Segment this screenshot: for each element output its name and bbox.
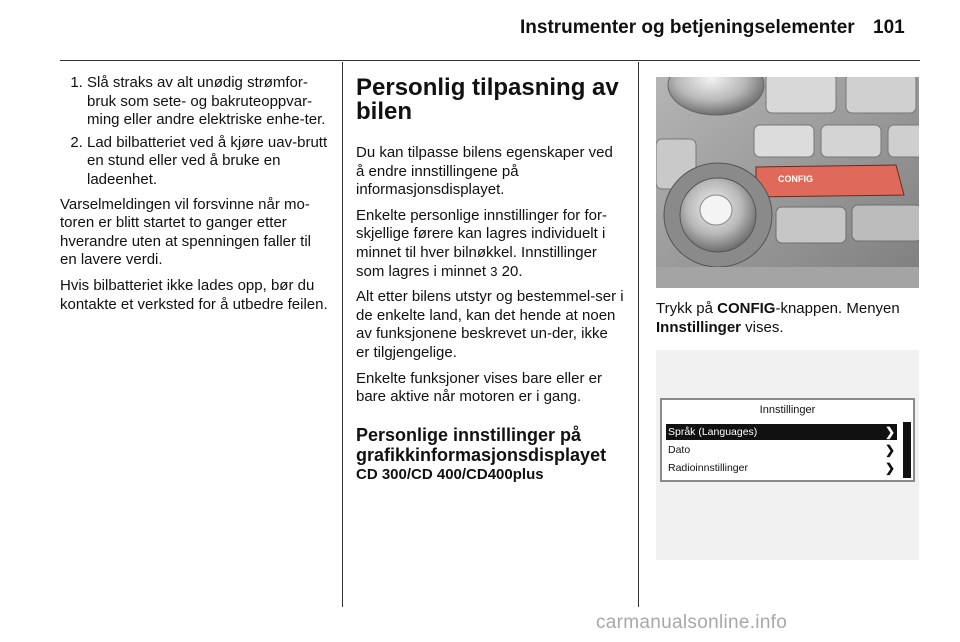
- model-subheading: CD 300/CD 400/CD400plus: [356, 465, 544, 483]
- paragraph: Enkelte funksjoner vises bare eller er bare aktive når motoren er i gang.: [356, 369, 602, 406]
- column-3-text: [656, 300, 921, 344]
- step-item: 1. Slå straks av alt unødig strømfor-bruk som sete- og bakruteoppvar-ming eller andre elektriske enhe-ter.: [87, 74, 330, 130]
- settings-keyword: Innstillinger: [656, 318, 742, 336]
- menu-item-radio-settings[interactable]: [666, 460, 897, 476]
- menu-item-label: Radioinnstillinger: [668, 462, 748, 474]
- chevron-right-icon: ❯: [884, 443, 895, 457]
- menu-item-date[interactable]: [666, 442, 897, 458]
- page-reference-icon: 3: [490, 263, 498, 279]
- paragraph: [356, 207, 624, 281]
- subsection-heading: Personlige innstillinger på grafikkinformasjonsdisplayet: [356, 424, 607, 465]
- paragraph-text: Enkelte personlige innstillinger for for-skjellige førere kan lagres individuelt i minnet til hver bilnøkkel. Innstillinger som lagres i minnet: [356, 206, 607, 280]
- paragraph: [656, 300, 921, 337]
- column-divider-left: [342, 62, 343, 607]
- paragraph: Alt etter bilens utstyr og bestemmel-ser i de enkelte land, kan det hende at noen av funksjonene beskrevet un-der, ikke er tilgjengelige.: [356, 288, 624, 361]
- page-number: 101: [873, 17, 905, 38]
- paragraph: Varselmeldingen vil forsvinne når mo-toren er blitt startet to ganger etter hverandre uten at spenningen faller til en lavere verdi.: [60, 195, 312, 269]
- paragraph: Du kan tilpasse bilens egenskaper ved å endre innstillingene på informasjonsdisplayet.: [356, 144, 613, 199]
- column-divider-right: [638, 62, 639, 607]
- config-keyword: CONFIG: [717, 300, 776, 317]
- settings-display: [660, 398, 915, 482]
- chevron-right-icon: ❯: [884, 461, 895, 475]
- text-fragment: -knappen. Menyen: [775, 300, 900, 317]
- menu-item-label: Språk (Languages): [668, 426, 758, 438]
- step-list: [60, 74, 330, 190]
- chevron-right-icon: ❯: [884, 425, 895, 439]
- text-fragment: Trykk på: [656, 300, 718, 317]
- section-heading: Personlig tilpasning av bilen: [356, 74, 619, 125]
- config-button-label: CONFIG: [778, 174, 813, 184]
- paragraph: Hvis bilbatteriet ikke lades opp, bør du kontakte et verksted for å utbedre feilen.: [60, 276, 328, 313]
- text-fragment: vises.: [741, 318, 784, 336]
- watermark: carmanualsonline.info: [596, 612, 788, 633]
- menu-item-label: Dato: [668, 444, 691, 456]
- page-header-title: Instrumenter og betjeningselementer: [520, 17, 855, 38]
- page-reference-link[interactable]: 20.: [501, 262, 523, 280]
- config-button-photo: [656, 77, 919, 288]
- header-rule: [60, 60, 920, 61]
- column-1: [60, 74, 330, 321]
- display-scrollbar: [903, 422, 911, 478]
- menu-item-language[interactable]: [666, 424, 897, 440]
- column-2: [356, 76, 624, 483]
- display-title: Innstillinger: [759, 404, 816, 416]
- step-item: 2. Lad bilbatteriet ved å kjøre uav-brutt en stund eller ved å bruke en ladeenhet.: [87, 134, 330, 190]
